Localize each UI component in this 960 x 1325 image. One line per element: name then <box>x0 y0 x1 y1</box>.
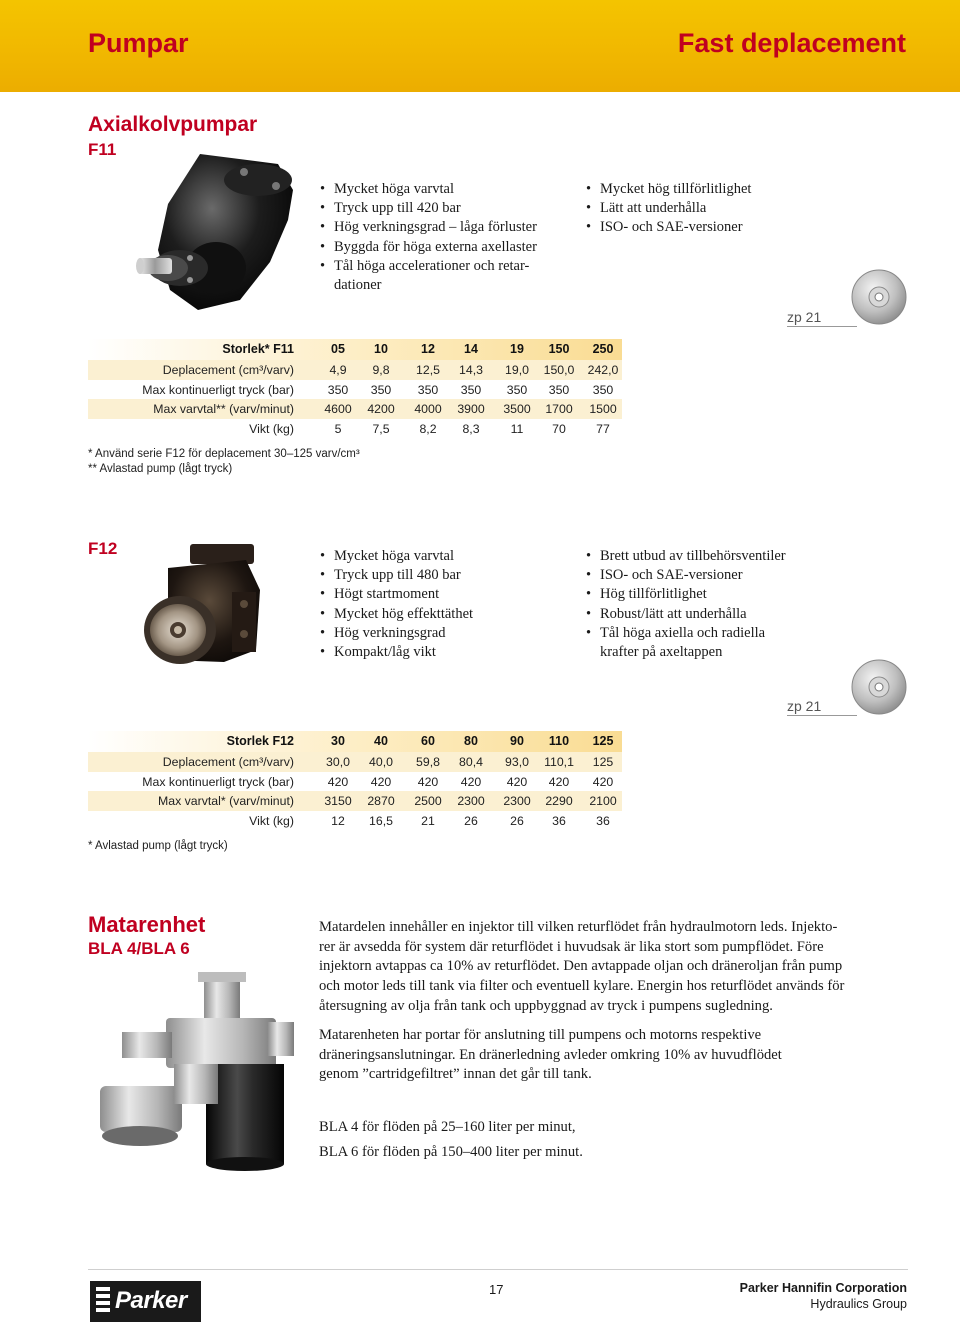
table-cell: 2300 <box>503 794 531 808</box>
zp-reference: zp 21 <box>787 309 822 325</box>
table-header-cell: 110 <box>548 734 570 748</box>
feature-item: • Mycket hög effekttäthet <box>318 605 568 624</box>
table-cell: 110,1 <box>544 755 574 769</box>
table-cell: 36 <box>596 813 610 828</box>
table-cell: 350 <box>327 382 349 397</box>
paragraph-line: och motor leds till tank via filter och eventuell kylare. Energin hos returflödet används för <box>319 978 845 995</box>
row-label: Max kontinuerligt tryck (bar) <box>142 774 294 789</box>
table-cell: 150,0 <box>543 363 575 377</box>
table-header-row <box>88 731 622 752</box>
table-cell: 40,0 <box>369 755 393 769</box>
feature-item: • Tål höga accelerationer och retar- <box>318 257 568 276</box>
f12-spec-table <box>88 731 622 830</box>
matarenhet-subtitle: BLA 4/BLA 6 <box>88 939 190 958</box>
table-cell: 420 <box>370 774 392 789</box>
table-cell: 59,8 <box>416 755 440 769</box>
parker-logo <box>90 1281 201 1322</box>
table-cell: 420 <box>460 774 482 789</box>
feature-item: • Hög verkningsgrad <box>318 624 568 643</box>
row-label: Max varvtal* (varv/minut) <box>158 794 294 808</box>
feature-item: • Hög tillförlitlighet <box>584 585 844 604</box>
bla-unit-image <box>92 968 312 1173</box>
table-cell: 80,4 <box>459 755 483 769</box>
zp-reference: zp 21 <box>787 698 822 714</box>
table-header-cell: 12 <box>421 342 435 356</box>
zp-underline <box>787 715 857 716</box>
table-cell: 2290 <box>545 794 573 808</box>
cd-icon <box>850 268 908 326</box>
paragraph-line: rer är avsedda för system där returflödet i huvudsak är lika stort som pumpflödet. Före <box>319 938 824 955</box>
paragraph-line: dräneringsanslutningar. En dränerledning avleder omkring 10% av huvudflödet <box>319 1046 782 1063</box>
table-header-cell: 90 <box>510 734 524 748</box>
table-row <box>88 791 622 811</box>
zp-underline <box>787 326 857 327</box>
table-cell: 1700 <box>545 402 573 416</box>
table-header-cell: 250 <box>592 342 614 356</box>
table-cell: 19,0 <box>505 363 529 377</box>
table-cell: 30,0 <box>326 755 350 769</box>
table-cell: 14,3 <box>459 363 483 377</box>
table-cell: 350 <box>548 382 570 397</box>
feature-item: • Byggda för höga externa axellaster <box>318 238 568 257</box>
table-row <box>88 752 622 772</box>
table-row <box>88 419 622 439</box>
table-cell: 12,5 <box>416 363 440 377</box>
table-header-cell: 40 <box>374 734 388 748</box>
table-header-cell: 05 <box>331 342 345 356</box>
table-cell: 2300 <box>457 794 485 808</box>
table-cell: 350 <box>417 382 439 397</box>
table-cell: 3900 <box>457 402 485 416</box>
table-cell: 8,3 <box>462 421 480 436</box>
table-cell: 2100 <box>589 794 617 808</box>
table-cell: 2870 <box>367 794 395 808</box>
table-row <box>88 772 622 792</box>
table-cell: 420 <box>592 774 614 789</box>
table-header-cell: 30 <box>331 734 345 748</box>
table-header-row <box>88 339 622 360</box>
table-cell: 350 <box>370 382 392 397</box>
table-cell: 242,0 <box>587 363 619 377</box>
table-cell: 420 <box>548 774 570 789</box>
f12-pump-image <box>128 538 278 673</box>
paragraph-line: injektorn avtappas ca 10% av returflödet. Den avtappade oljan och dräneroljan från pump <box>319 958 843 975</box>
page-number: 17 <box>489 1282 504 1297</box>
paragraph-line: Matardelen innehåller en injektor till vilken returflödet från hydraulmotorn leds. Injekto- <box>319 919 838 935</box>
row-label: Vikt (kg) <box>249 421 294 436</box>
table-cell: 420 <box>327 774 349 789</box>
table-cell: 4000 <box>414 402 442 416</box>
table-cell: 16,5 <box>369 813 393 828</box>
header-title-left: Pumpar <box>88 28 189 58</box>
table-cell: 3500 <box>503 402 531 416</box>
table-cell: 7,5 <box>372 421 390 436</box>
f12-features-right <box>584 547 844 643</box>
table-header-cell: 80 <box>464 734 478 748</box>
f11-footnote: ** Avlastad pump (lågt tryck) <box>88 463 233 475</box>
table-cell: 350 <box>460 382 482 397</box>
f11-subtitle: F11 <box>88 140 117 159</box>
table-cell: 350 <box>506 382 528 397</box>
table-cell: 8,2 <box>419 421 437 436</box>
paragraph-line: Matarenheten har portar för anslutning till pumpens och motorns respektive <box>319 1027 762 1043</box>
f12-subtitle: F12 <box>88 539 118 558</box>
feature-item: • Mycket höga varvtal <box>318 180 568 199</box>
row-label: Deplacement (cm³/varv) <box>162 755 294 769</box>
table-cell: 4600 <box>324 402 352 416</box>
feature-item: • Hög verkningsgrad – låga förluster <box>318 218 568 237</box>
matarenhet-ports-description <box>319 1026 909 1085</box>
table-cell: 36 <box>552 813 566 828</box>
f11-footnote: * Använd serie F12 för deplacement 30–125 varv/cm³ <box>88 448 360 460</box>
table-header-cell: 10 <box>374 342 388 356</box>
feature-item-continuation: dationer <box>334 277 382 293</box>
table-cell: 4200 <box>367 402 395 416</box>
table-cell: 26 <box>464 813 478 828</box>
table-row <box>88 360 622 380</box>
section-title: Axialkolvpumpar <box>88 113 258 136</box>
table-cell: 420 <box>506 774 528 789</box>
table-header-cell: 14 <box>464 342 478 356</box>
table-cell: 1500 <box>589 402 617 416</box>
footer-company: Parker Hannifin Corporation <box>739 1281 907 1295</box>
matarenhet-title: Matarenhet <box>88 912 206 937</box>
table-cell: 9,8 <box>372 363 390 377</box>
feature-item: • Mycket höga varvtal <box>318 547 568 566</box>
table-cell: 21 <box>421 813 435 828</box>
row-label: Max kontinuerligt tryck (bar) <box>142 382 294 397</box>
table-header-cell: 150 <box>548 342 570 356</box>
table-cell: 2500 <box>414 794 442 808</box>
parker-logo-mark <box>94 1285 112 1318</box>
table-cell: 3150 <box>324 794 352 808</box>
table-row <box>88 811 622 831</box>
feature-item: • Tål höga axiella och radiella <box>584 624 844 643</box>
feature-item-continuation: krafter på axeltappen <box>600 644 723 660</box>
row-label: Vikt (kg) <box>249 813 294 828</box>
row-label: Max varvtal** (varv/minut) <box>153 402 294 416</box>
row-label: Deplacement (cm³/varv) <box>162 363 294 377</box>
table-cell: 93,0 <box>505 755 529 769</box>
f11-features-left <box>318 180 568 276</box>
table-row <box>88 380 622 400</box>
table-header-label: Storlek* F11 <box>222 342 294 356</box>
footer-divider <box>88 1269 908 1270</box>
header-title-right: Fast deplacement <box>677 28 906 58</box>
table-cell: 125 <box>592 755 614 769</box>
f12-features-left <box>318 547 568 662</box>
table-row <box>88 399 622 419</box>
feature-item: • Robust/lätt att underhålla <box>584 605 844 624</box>
feature-item: • ISO- och SAE-versioner <box>584 566 844 585</box>
feature-item: • Tryck upp till 480 bar <box>318 566 568 585</box>
table-header-cell: 60 <box>421 734 435 748</box>
table-cell: 11 <box>510 421 524 436</box>
table-header-label: Storlek F12 <box>226 734 294 748</box>
f12-footnote: * Avlastad pump (lågt tryck) <box>88 840 228 852</box>
table-cell: 5 <box>334 421 342 436</box>
parker-logo-text: Parker <box>115 1287 187 1314</box>
feature-item: • Tryck upp till 420 bar <box>318 199 568 218</box>
feature-item: • Brett utbud av tillbehörsventiler <box>584 547 844 566</box>
table-cell: 4,9 <box>329 363 347 377</box>
table-cell: 70 <box>552 421 566 436</box>
bla4-flow: BLA 4 för flöden på 25–160 liter per minut, <box>319 1119 576 1135</box>
bla6-flow: BLA 6 för flöden på 150–400 liter per minut. <box>319 1144 583 1160</box>
f11-spec-table <box>88 339 622 438</box>
paragraph-line: genom ”cartridgefiltret” innan det går till tank. <box>319 1066 592 1083</box>
table-cell: 12 <box>331 813 345 828</box>
feature-item: • Högt startmoment <box>318 585 568 604</box>
f11-features-right <box>584 180 834 238</box>
cd-icon <box>850 658 908 716</box>
table-cell: 26 <box>510 813 524 828</box>
table-header-cell: 19 <box>510 342 524 356</box>
matarenhet-description <box>319 918 909 1017</box>
footer-group: Hydraulics Group <box>810 1297 907 1311</box>
paragraph-line: återsugning av olja från tank och uppbyggnad av tryck i pumpens sugledning. <box>319 997 773 1014</box>
f11-pump-image <box>128 150 308 320</box>
feature-item: • Lätt att underhålla <box>584 199 834 218</box>
feature-item: • Mycket hög tillförlitlighet <box>584 180 834 199</box>
feature-item: • Kompakt/låg vikt <box>318 643 568 662</box>
table-header-cell: 125 <box>592 734 614 748</box>
feature-item: • ISO- och SAE-versioner <box>584 218 834 237</box>
table-cell: 77 <box>596 421 610 436</box>
table-cell: 350 <box>592 382 614 397</box>
table-cell: 420 <box>417 774 439 789</box>
